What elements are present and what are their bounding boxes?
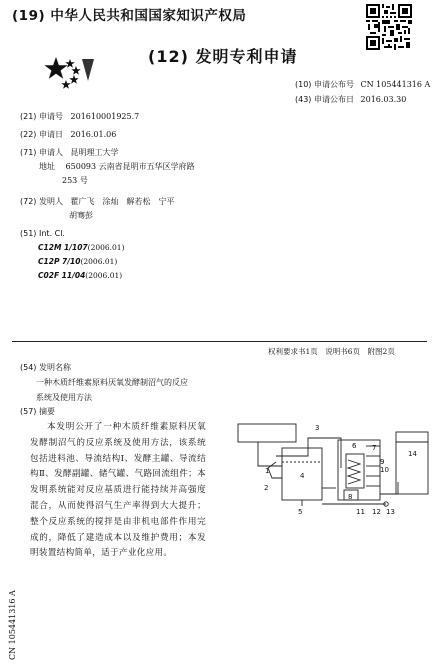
address-label: 地址 <box>39 162 55 171</box>
label-8: 8 <box>348 493 353 501</box>
intcl-code: C02F 11/04 <box>38 271 86 280</box>
application-number-label: (21) 申请号 <box>20 112 63 121</box>
label-10: 10 <box>380 466 389 474</box>
office-name: (19) 中华人民共和国国家知识产权局 <box>12 8 247 24</box>
title-label: (54) 发明名称 <box>20 363 71 372</box>
label-2: 2 <box>264 484 269 492</box>
publication-number-value: CN 105441316 A <box>360 80 431 89</box>
label-13: 13 <box>386 508 395 516</box>
applicant-label: (71) 申请人 <box>20 148 63 157</box>
application-date-value: 2016.01.06 <box>70 130 117 139</box>
label-6: 6 <box>352 442 357 450</box>
applicant-value: 昆明理工大学 <box>70 148 119 157</box>
application-date-label: (22) 申请日 <box>20 130 63 139</box>
label-14: 14 <box>408 450 417 458</box>
abstract-label: (57) 摘要 <box>20 407 55 416</box>
intcl-date: (2006.01) <box>87 243 125 252</box>
intcl-entry <box>38 271 122 280</box>
document-type: (12) 发明专利申请 <box>148 47 298 66</box>
invention-title-line-2: 系统及使用方法 <box>36 393 92 402</box>
intcl-code: C12P 7/10 <box>38 257 81 266</box>
abstract-text: 本发明公开了一种木质纤维素原料厌氧发酵制沼气的反应系统及使用方法，该系统包括进料池、导流结构Ⅰ、发酵主罐、导流结构Ⅱ、发酵副罐、储气罐、气路回流组件；本发明系统能对反应基质进行能持续并高强度混合，从而使得沼气生产率得到大大提升；整个反应系统的搅拌是由非机电部件作用完成的，降低了建造成本以及维护费用；本发明装置结构简单，适于产业化应用。 <box>30 422 206 559</box>
label-4: 4 <box>300 472 305 480</box>
intcl-date: (2006.01) <box>85 271 123 280</box>
side-publication-number <box>6 580 18 660</box>
inventor-line-1: 瞿广飞 涂灿 解若松 宁平 <box>70 197 175 206</box>
label-3: 3 <box>315 424 320 432</box>
address-line-1: 650093 云南省昆明市五华区学府路 <box>65 162 195 171</box>
label-5: 5 <box>298 508 303 516</box>
page-count-info: 权利要求书1页 说明书6页 附图2页 <box>268 347 395 356</box>
intcl-label: (51) Int. Cl. <box>20 229 65 238</box>
label-9: 9 <box>380 458 385 466</box>
publication-number <box>295 79 430 90</box>
label-12: 12 <box>372 508 381 516</box>
qr-code <box>366 4 412 50</box>
application-number <box>20 111 139 122</box>
invention-title-line-1: 一种木质纤维素原料厌氧发酵制沼气的反应 <box>36 378 188 387</box>
publication-date-label: (43) 申请公布日 <box>295 95 354 104</box>
publication-date-value: 2016.03.30 <box>360 95 407 104</box>
intcl-entry <box>38 257 117 266</box>
patent-drawing <box>236 420 432 536</box>
label-1: 1 <box>265 467 270 475</box>
inventor-label: (72) 发明人 <box>20 197 63 206</box>
intcl-entry <box>38 243 125 252</box>
applicant-address <box>39 161 195 172</box>
label-7: 7 <box>372 444 377 452</box>
intcl-date: (2006.01) <box>80 257 118 266</box>
publication-number-label: (10) 申请公布号 <box>295 80 354 89</box>
label-11: 11 <box>356 508 365 516</box>
side-publication-number-text: CN 105441316 A <box>8 590 17 660</box>
publication-date <box>295 94 406 105</box>
applicant <box>20 147 119 158</box>
inventors <box>20 196 175 207</box>
intcl-code: C12M 1/107 <box>38 243 88 252</box>
separator-line <box>12 341 427 342</box>
office-emblem-icon <box>36 55 98 89</box>
application-date <box>20 129 116 140</box>
inventor-line-2: 胡骞彭 <box>69 211 93 220</box>
application-number-value: 201610001925.7 <box>70 112 140 121</box>
address-line-2: 253 号 <box>62 176 88 185</box>
